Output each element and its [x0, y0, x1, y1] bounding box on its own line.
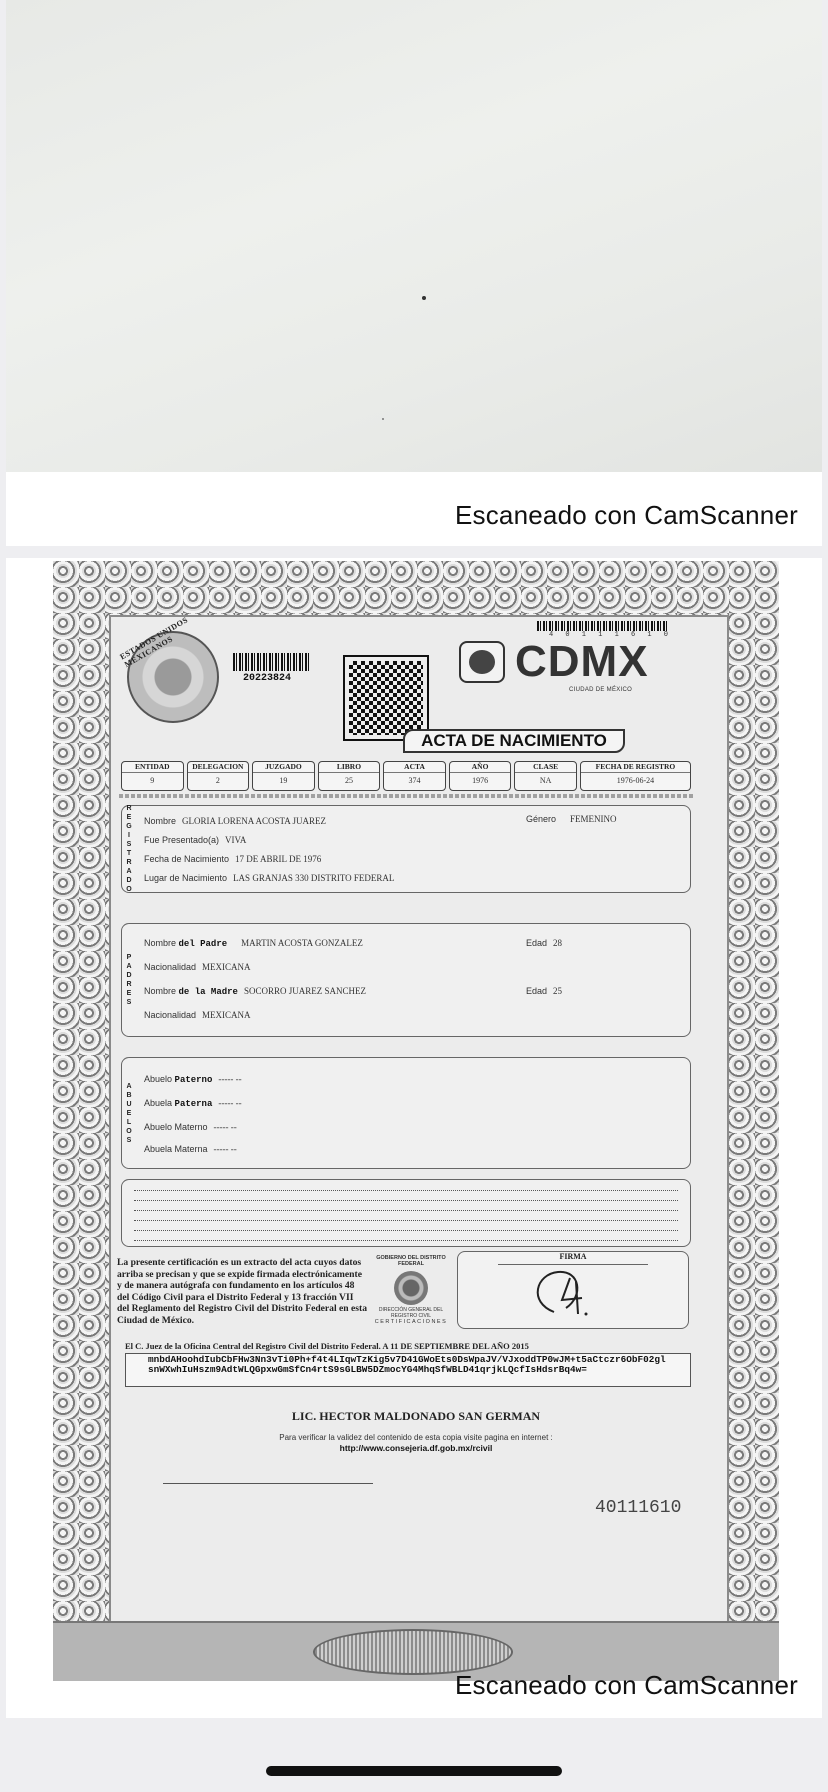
record-label: ACTA: [384, 762, 445, 773]
verify-text: Para verificar la validez del contenido de esta copia visite pagina en internet :: [279, 1433, 553, 1442]
guilloche-oval: [313, 1629, 513, 1675]
field-label: Nombre: [144, 986, 177, 996]
side-label-letter: I: [128, 832, 130, 839]
record-value: 25: [344, 776, 353, 785]
field-label: Abuela Materna: [144, 1144, 208, 1154]
digital-seal: mnbdAHoohdIubCbFHw3Nn3vTi0Ph+f4t4LIqwTzKig5v7D41GWoEts0DsWpaJV/VJxoddTP0wJM+t5aCtczr6ObF02glsnWXwhIuHszm9AdtWLQGpxwGmSfCn4rtS9sGLBW5DZmocYG4MhqSfWBLD41qrjkLQcfIsHdsrBq4w=: [125, 1353, 691, 1387]
record-value: 2: [215, 776, 220, 785]
mother-nationality-row: [144, 1010, 251, 1020]
barcode-top-right-number: 4 0 1 1 1 6 1 0: [549, 631, 673, 639]
grandparent-row: [144, 1098, 242, 1109]
mother-name: SOCORRO JUAREZ SANCHEZ: [243, 986, 366, 996]
scan-speck: [422, 296, 426, 300]
qr-code: [345, 657, 427, 739]
government-stamp: [371, 1255, 451, 1325]
dotted-line: [134, 1240, 678, 1241]
grandparent-value: ----- --: [213, 1122, 237, 1132]
side-label-letter: S: [126, 841, 132, 848]
cdmx-logo-box: [459, 641, 505, 683]
abuelos-side-label: [124, 1058, 134, 1168]
judge-statement: El C. Juez de la Oficina Central del Registro Civil del Distrito Federal. A 11 DE SEPTIEMBRE DEL AÑO 2015: [125, 1341, 529, 1351]
grandparent-row: [144, 1144, 237, 1154]
field-label: del Padre: [178, 939, 228, 949]
side-label-letter: E: [126, 1109, 132, 1117]
record-value: 9: [150, 776, 155, 785]
record-value: 19: [279, 776, 288, 785]
registrado-side-label: [124, 806, 134, 892]
barcode-top-right: [537, 621, 667, 631]
camscanner-footer: Escaneado con CamScanner: [454, 1670, 798, 1700]
abuelos-section: [121, 1057, 691, 1169]
record-label: JUZGADO: [253, 762, 314, 773]
side-label-letter: U: [126, 1100, 132, 1108]
registrado-section: [121, 805, 691, 893]
scan-speck: [382, 418, 384, 420]
scan-page-1: [6, 0, 822, 546]
gov-stamp-cert: CERTIFICACIONES: [374, 1319, 448, 1325]
side-label-letter: O: [126, 1127, 132, 1135]
signature-box: [457, 1251, 689, 1329]
record-cell: [383, 761, 446, 791]
field-label: Fue Presentado(a): [144, 835, 220, 845]
gov-emblem-icon: [394, 1271, 428, 1305]
side-label-letter: S: [126, 1136, 132, 1144]
record-cell: [580, 761, 691, 791]
record-value: 1976-06-24: [616, 776, 655, 785]
dotted-line: [134, 1220, 678, 1221]
dotted-line: [134, 1230, 678, 1231]
dotted-line: [134, 1200, 678, 1201]
record-value: 374: [408, 776, 421, 785]
side-label-letter: E: [126, 990, 132, 997]
cdmx-brand: CDMX: [515, 637, 649, 686]
seal-text: ESTADOS UNIDOS MEXICANOS: [118, 615, 190, 670]
field-label: Paterno: [174, 1075, 213, 1085]
father-age: 28: [553, 938, 563, 948]
grandparent-row: [144, 1122, 237, 1132]
side-label-letter: O: [126, 886, 132, 893]
scan-page-2: [6, 558, 822, 1718]
mother-age: 25: [553, 986, 563, 996]
field-label: Nacionalidad: [144, 1010, 197, 1020]
record-label: LIBRO: [319, 762, 380, 773]
side-label-letter: D: [126, 877, 132, 884]
record-table: [121, 761, 691, 791]
gender-value: FEMENINO: [570, 814, 617, 824]
field-label: Paterna: [174, 1099, 213, 1109]
field-label: Abuelo: [144, 1074, 173, 1084]
official-name: LIC. HECTOR MALDONADO SAN GERMAN: [291, 1409, 541, 1423]
registrado-name-row: [144, 816, 326, 826]
side-label-letter: S: [126, 999, 132, 1006]
grandparent-value: ----- --: [213, 1144, 237, 1154]
barcode: [233, 653, 311, 671]
barcode-number: 20223824: [243, 673, 292, 684]
field-label: Nombre: [144, 938, 177, 948]
field-label: de la Madre: [178, 987, 238, 997]
side-label-letter: R: [126, 805, 132, 812]
handwritten-signature: [458, 1252, 690, 1330]
father-row: [144, 938, 363, 949]
side-label-letter: A: [126, 963, 132, 970]
document-title: ACTA DE NACIMIENTO: [403, 729, 625, 753]
record-cell: [514, 761, 577, 791]
side-label-letter: B: [126, 1091, 132, 1099]
presented-value: VIVA: [225, 835, 247, 845]
field-label: Lugar de Nacimiento: [144, 873, 228, 883]
field-label: Nombre: [144, 816, 177, 826]
annotations-box: [121, 1179, 691, 1247]
field-label: Abuela: [144, 1098, 173, 1108]
record-cell: [187, 761, 250, 791]
home-indicator[interactable]: [266, 1766, 562, 1776]
mother-nationality: MEXICANA: [202, 1010, 251, 1020]
gov-stamp-top: GOBIERNO DEL DISTRITO FEDERAL: [376, 1255, 446, 1267]
mother-row: [144, 986, 366, 997]
padres-section: [121, 923, 691, 1037]
registrado-name: GLORIA LORENA ACOSTA JUAREZ: [182, 816, 327, 826]
legal-text: La presente certificación es un extracto del acta cuyos datos arriba se precisan y que se expide firmada electrónicamente y de manera autógrafa con fundamento en los artículos 48 del Código Civil para el Distrito Federal y 13 fracción VII del Reglamento del Registro Civil del Distrito Federal en esta Ciudad de México.: [117, 1257, 368, 1326]
serial-number: 40111610: [595, 1498, 682, 1518]
side-label-letter: A: [126, 1082, 132, 1090]
record-cell: [318, 761, 381, 791]
field-label: Edad: [526, 938, 548, 948]
father-nationality: MEXICANA: [202, 962, 251, 972]
grandparent-value: ----- --: [218, 1098, 242, 1108]
birth-certificate-scan: [53, 561, 779, 1681]
side-label-letter: P: [126, 954, 132, 961]
record-label: FECHA DE REGISTRO: [581, 762, 690, 773]
record-value: NA: [539, 776, 552, 785]
side-label-letter: G: [126, 823, 132, 830]
verify-url: http://www.consejeria.df.gob.mx/rcivil: [339, 1443, 493, 1453]
record-label: DELEGACION: [188, 762, 249, 773]
side-label-letter: E: [126, 814, 132, 821]
signature-label: FIRMA: [559, 1252, 587, 1261]
record-cell: [252, 761, 315, 791]
camscanner-footer: Escaneado con CamScanner: [454, 500, 798, 530]
gender-row: [526, 814, 617, 824]
microtext-line: [119, 794, 693, 798]
record-cell: [121, 761, 184, 791]
side-label-letter: T: [126, 850, 132, 857]
grandparent-value: ----- --: [218, 1074, 242, 1084]
mother-age-row: [526, 986, 562, 996]
field-label: Fecha de Nacimiento: [144, 854, 230, 864]
father-age-row: [526, 938, 562, 948]
birth-place-value: LAS GRANJAS 330 DISTRITO FEDERAL: [233, 873, 395, 883]
birth-date-value: 17 DE ABRIL DE 1976: [235, 854, 322, 864]
signature-line: [163, 1483, 373, 1484]
father-name: MARTIN ACOSTA GONZALEZ: [241, 938, 363, 948]
side-label-letter: A: [126, 868, 132, 875]
birth-place-row: [144, 873, 394, 883]
cdmx-emblem-icon: [469, 650, 495, 674]
blank-scan-image: [6, 0, 822, 472]
side-label-letter: R: [126, 981, 132, 988]
side-label-letter: R: [126, 859, 132, 866]
field-label: Género: [526, 814, 557, 824]
field-label: Abuelo Materno: [144, 1122, 208, 1132]
record-label: AÑO: [450, 762, 511, 773]
field-label: Nacionalidad: [144, 962, 197, 972]
grandparent-row: [144, 1074, 242, 1085]
record-label: CLASE: [515, 762, 576, 773]
birth-date-row: [144, 854, 321, 864]
record-value: 1976: [472, 776, 489, 785]
side-label-letter: L: [126, 1118, 132, 1126]
father-nationality-row: [144, 962, 251, 972]
cdmx-subtitle: CIUDAD DE MÉXICO: [569, 687, 633, 693]
record-label: ENTIDAD: [122, 762, 183, 773]
field-label: Edad: [526, 986, 548, 996]
presented-row: [144, 835, 246, 845]
record-cell: [449, 761, 512, 791]
padres-side-label: [124, 924, 134, 1036]
dotted-line: [134, 1190, 678, 1191]
side-label-letter: D: [126, 972, 132, 979]
gov-stamp-bottom: DIRECCIÓN GENERAL DEL REGISTRO CIVIL: [378, 1307, 444, 1319]
dotted-line: [134, 1210, 678, 1211]
